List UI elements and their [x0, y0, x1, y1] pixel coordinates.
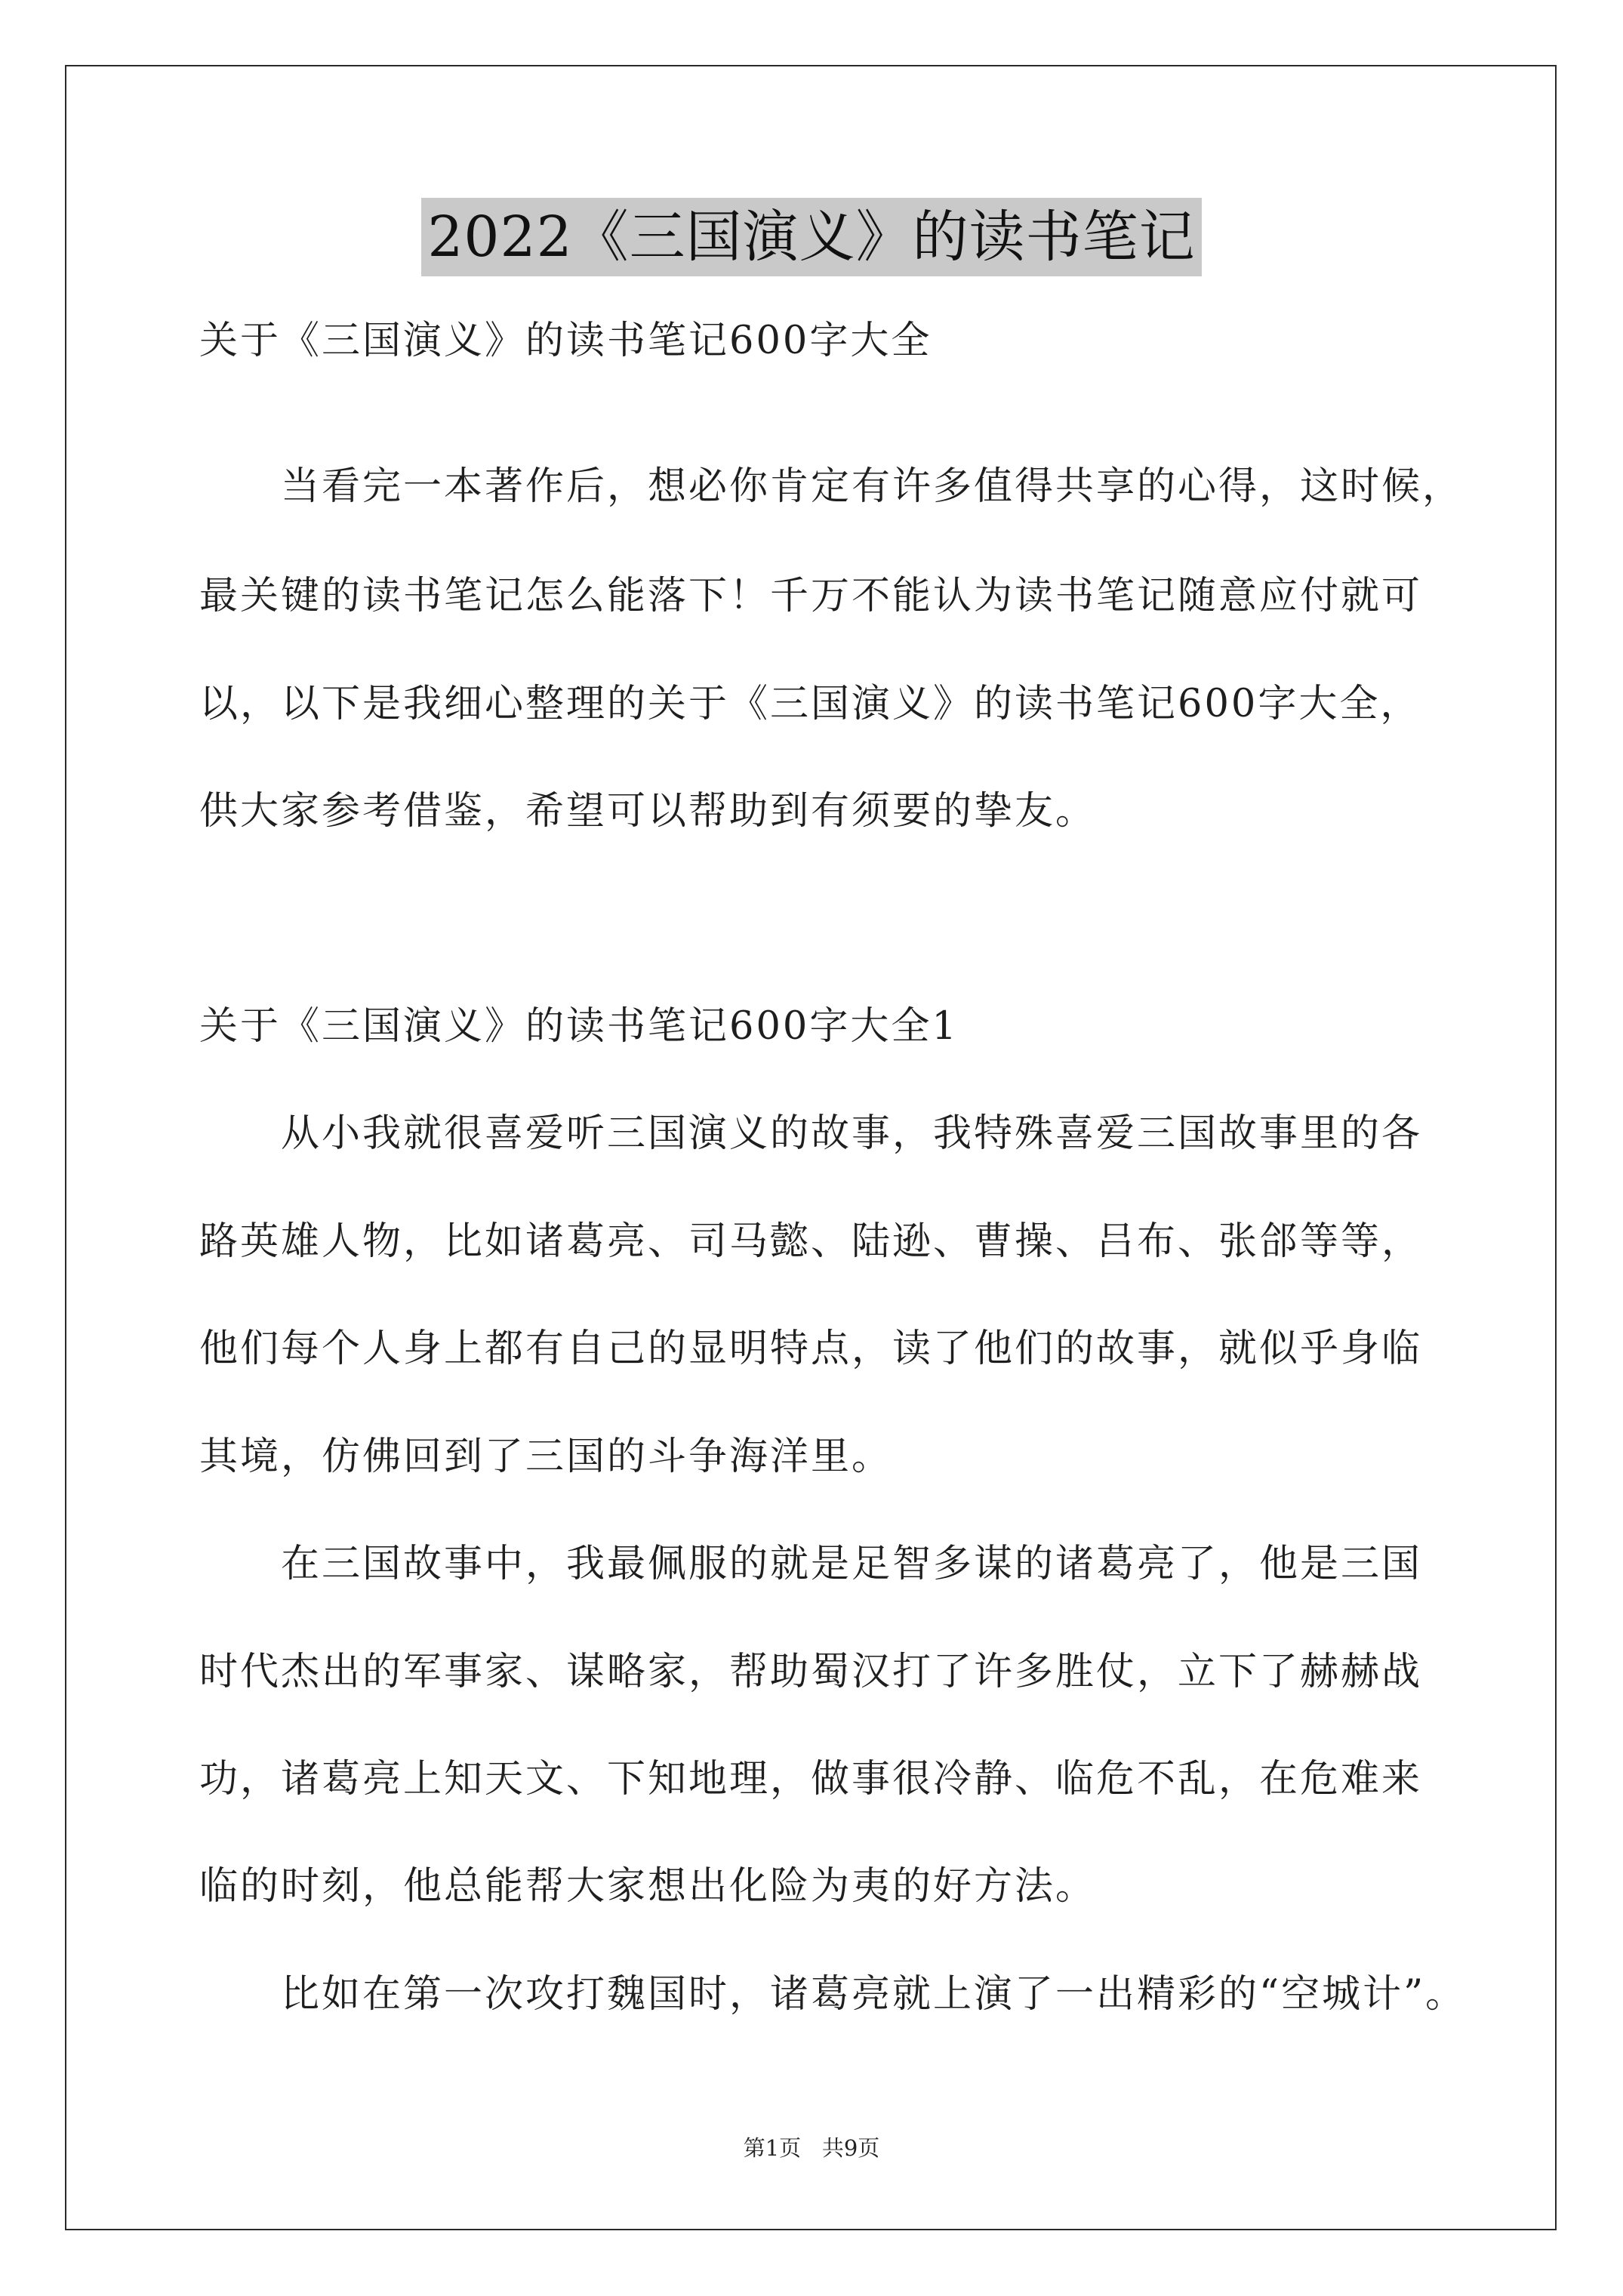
paragraph-line: 他们每个人身上都有自己的显明特点，读了他们的故事，就似乎身临 [199, 1327, 1423, 1371]
page-total: 共9页 [821, 2135, 880, 2161]
paragraph-line: 功，诸葛亮上知天文、下知地理，做事很冷静、临危不乱，在危难来 [199, 1757, 1423, 1801]
paragraph-line: 路英雄人物，比如诸葛亮、司马懿、陆逊、曹操、吕布、张郃等等， [199, 1219, 1423, 1264]
paragraph-line: 从小我就很喜爱听三国演义的故事，我特殊喜爱三国故事里的各 [199, 1111, 1423, 1156]
paragraph-line: 比如在第一次攻打魏国时，诸葛亮就上演了一出精彩的“空城计”。 [199, 1972, 1467, 2017]
page-footer [0, 2133, 1623, 2163]
section-heading: 关于《三国演义》的读书笔记600字大全1 [199, 1004, 959, 1049]
paragraph-line: 当看完一本著作后，想必你肯定有许多值得共享的心得，这时候， [199, 464, 1464, 509]
paragraph-line: 供大家参考借鉴，希望可以帮助到有须要的挚友。 [199, 789, 1097, 834]
title-container [0, 198, 1623, 276]
paragraph-line: 时代杰出的军事家、谋略家，帮助蜀汉打了许多胜仗，立下了赫赫战 [199, 1650, 1423, 1694]
paragraph-line: 其境，仿佛回到了三国的斗争海洋里。 [199, 1435, 893, 1479]
paragraph-line: 以，以下是我细心整理的关于《三国演义》的读书笔记600字大全， [199, 682, 1421, 726]
paragraph-line: 在三国故事中，我最佩服的就是足智多谋的诸葛亮了，他是三国 [199, 1542, 1423, 1586]
paragraph-line: 最关键的读书笔记怎么能落下！千万不能认为读书笔记随意应付就可 [199, 574, 1423, 618]
document-title: 2022《三国演义》的读书笔记 [421, 198, 1201, 276]
paragraph-line: 临的时刻，他总能帮大家想出化险为夷的好方法。 [199, 1864, 1097, 1909]
page-number: 第1页 [743, 2135, 802, 2161]
section-heading: 关于《三国演义》的读书笔记600字大全 [199, 319, 932, 363]
